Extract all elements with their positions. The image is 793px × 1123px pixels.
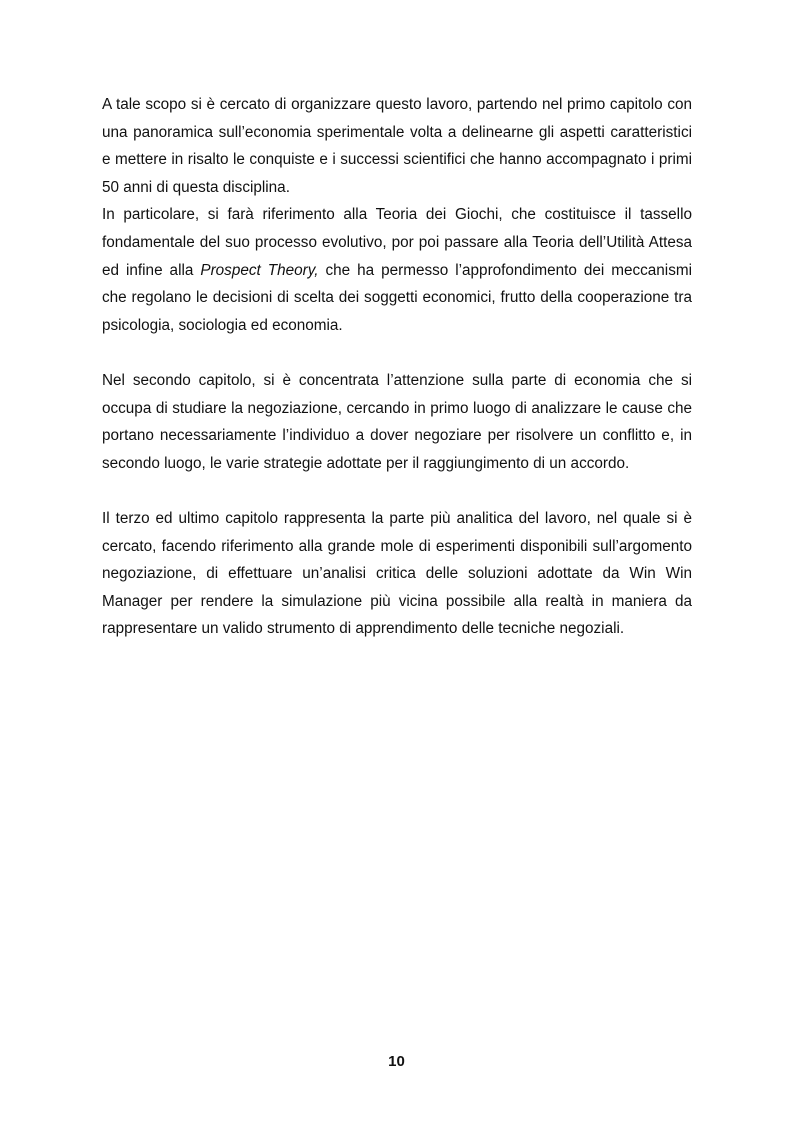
- paragraph-2-emphasis: Prospect Theory,: [200, 261, 319, 279]
- page-number: 10: [388, 1053, 405, 1070]
- paragraph-2: [102, 201, 692, 339]
- paragraph-2-text-after: che ha permesso l’approfondimento dei meccanismi che regolano le decisioni di scelta dei soggetti economici, frutto della cooperazione tra psicologia, sociologia ed economia.: [102, 261, 692, 334]
- paragraph-3: Nel secondo capitolo, si è concentrata l’attenzione sulla parte di economia che si occupa di studiare la negoziazione, cercando in primo luogo di analizzare le cause che portano necessariamente l’individuo a dover negoziare per risolvere un conflitto e, in secondo luogo, le varie strategie adottate per il raggiungimento di un accordo.: [102, 371, 692, 472]
- paragraph-1: A tale scopo si è cercato di organizzare questo lavoro, partendo nel primo capitolo con una panoramica sull’economia sperimentale volta a delinearne gli aspetti caratteristici e mettere in risalto le conquiste e i successi scientifici che hanno accompagnato i primi 50 anni di questa disciplina.: [102, 96, 692, 196]
- paragraph-2-text-before: In particolare, si farà riferimento alla Teoria dei Giochi, che costituisce il tassello fondamentale del suo processo evolutivo, por poi passare alla Teoria dell’Utilità Attesa ed infine alla: [102, 206, 692, 279]
- document-body: [102, 91, 692, 643]
- paragraph-4: Il terzo ed ultimo capitolo rappresenta la parte più analitica del lavoro, nel quale si è cercato, facendo riferimento alla grande mole di esperimenti disponibili sull’argomento negoziazione, di effettuare un’analisi critica delle soluzioni adottate da Win Win Manager per rendere la simulazione più vicina possibile alla realtà in maniera da rappresentare un valido strumento di apprendimento delle tecniche negoziali.: [102, 509, 692, 638]
